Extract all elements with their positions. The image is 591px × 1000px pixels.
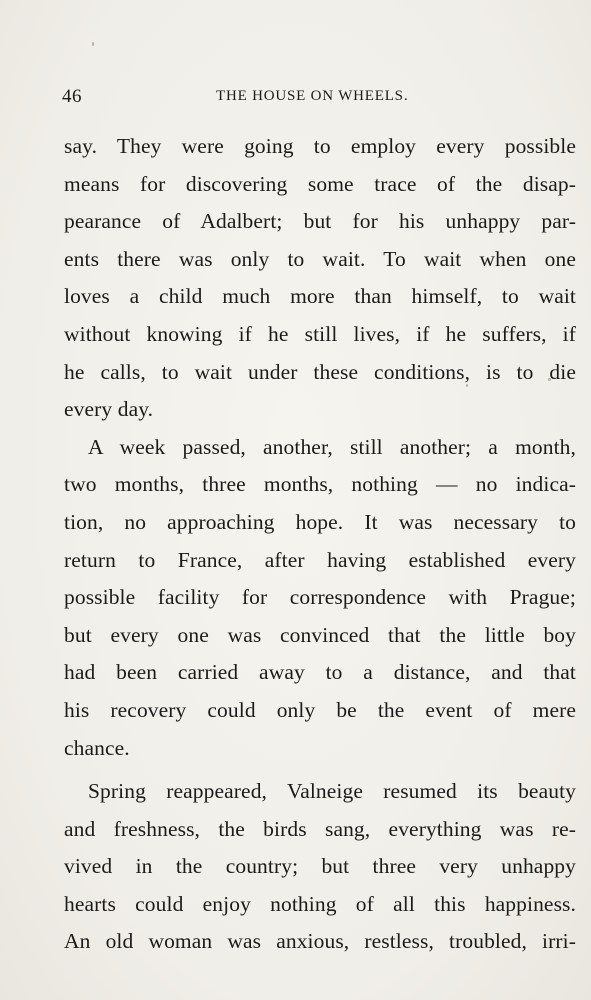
text-line: return to France, after having established every — [64, 547, 576, 572]
paragraph — [64, 128, 576, 429]
text-line: possible facility for correspondence with Prague; — [64, 585, 576, 610]
text-line: Spring reappeared, Valneige resumed its beauty — [88, 779, 576, 804]
text-line: ents there was only to wait. To wait when one — [64, 246, 576, 271]
text-line: without knowing if he still lives, if he suffers, if — [64, 321, 576, 346]
running-title: THE HOUSE ON WHEELS. — [216, 88, 409, 104]
text-line: say. They were going to employ every possible — [64, 134, 576, 158]
text-line: A week passed, another, still another; a month, — [88, 434, 576, 459]
text-line: An old woman was anxious, restless, troubled, irri- — [64, 929, 576, 954]
text-line: every day. — [64, 397, 154, 422]
paper-speck — [92, 42, 94, 46]
text-line: pearance of Adalbert; but for his unhappy par- — [64, 209, 576, 234]
paragraph — [64, 773, 576, 961]
body-text — [64, 128, 576, 961]
text-line: means for discovering some trace of the disap- — [64, 171, 576, 196]
text-line: hearts could enjoy nothing of all this happiness. — [64, 891, 576, 916]
text-line: two months, three months, nothing — no indica- — [64, 472, 576, 497]
text-line: loves a child much more than himself, to wait — [64, 284, 576, 309]
text-line: and freshness, the birds sang, everything was re- — [64, 816, 576, 841]
text-line: he calls, to wait under these conditions, is to die — [64, 359, 576, 384]
running-head — [62, 86, 577, 110]
text-line: his recovery could only be the event of mere — [64, 697, 576, 722]
text-line: tion, no approaching hope. It was necessary to — [64, 509, 576, 534]
text-line: but every one was convinced that the little boy — [64, 622, 576, 647]
paragraph — [64, 429, 576, 767]
text-line: chance. — [64, 735, 130, 760]
text-line: vived in the country; but three very unhappy — [64, 854, 576, 879]
text-line: had been carried away to a distance, and that — [64, 660, 576, 685]
page-number: 46 — [62, 86, 82, 107]
